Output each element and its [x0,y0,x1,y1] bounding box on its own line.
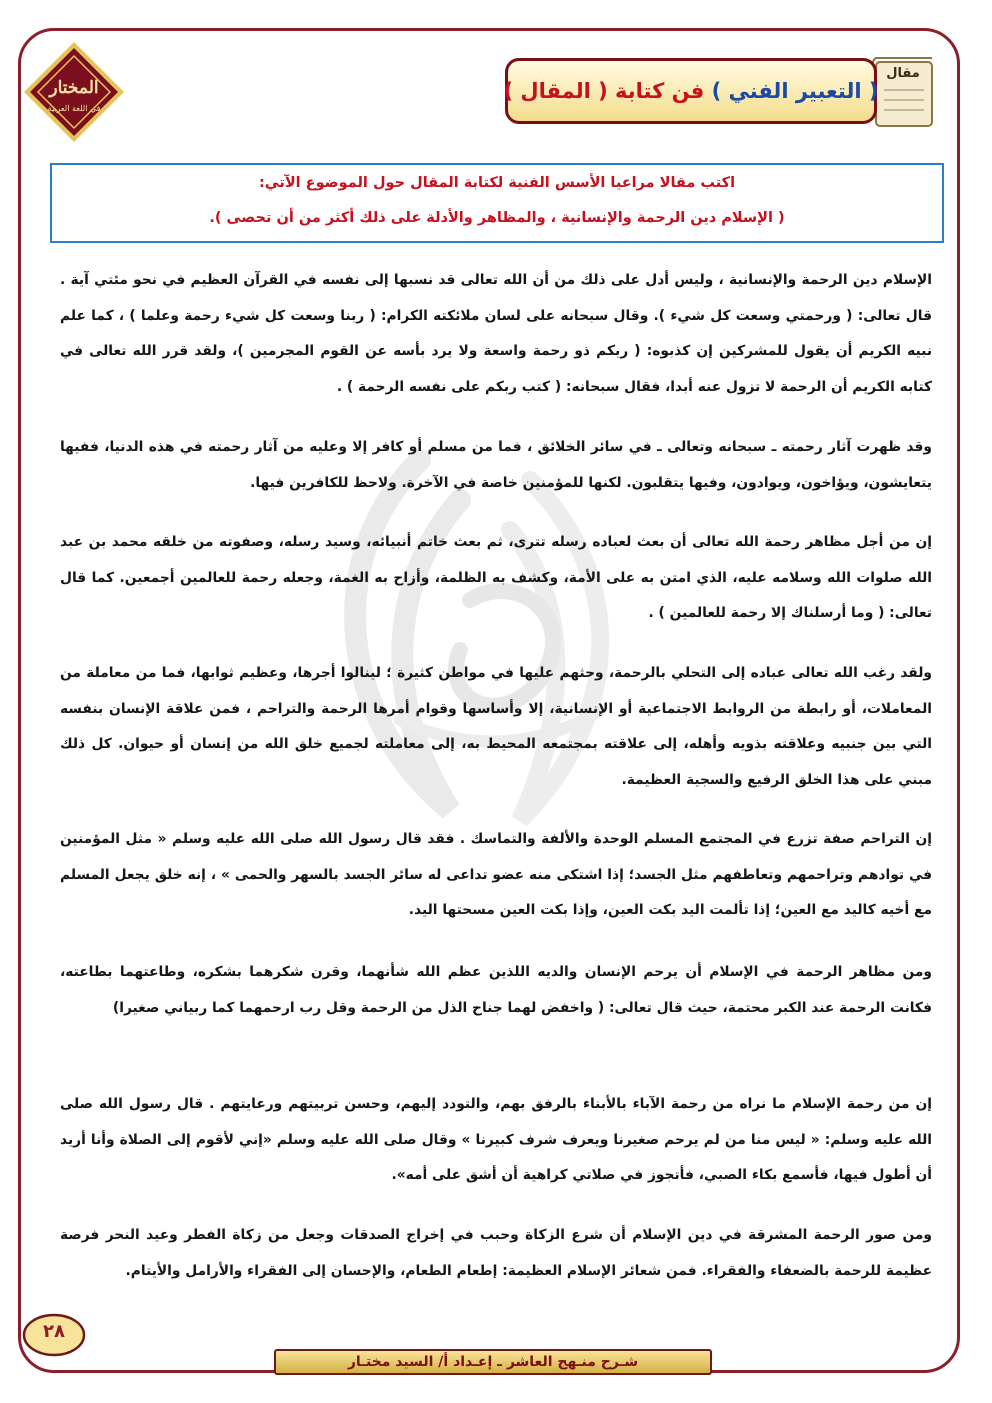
article-paragraph-1: الإسلام دين الرحمة والإنسانية ، وليس أدل على ذلك من أن الله تعالى قد نسبها إلى نفسه في القرآن العظيم في نحو مئتي آية . قال تعالى: ( ورحمتي وسعت كل شيء ). وقال سبحانه على لسان ملائكته الكرام: ( ربنا وسعت كل شيء رحمة وعلما ) ، كما علم نبيه الكريم أن يقول للمشركين إن كذبوه: ( ربكم ذو رحمة واسعة ولا يرد بأسه عن القوم المجرمين )، ولقد قرر الله تعالى في كتابه الكريم أن الرحمة لا تزول عنه أبدا، فقال سبحانه: ( كتب ربكم على نفسه الرحمة ) . [60,272,932,395]
brand-logo [22,40,126,144]
task-instruction: اكتب مقالا مراعيا الأسس الفنية لكتابة المقال حول الموضوع الآتي: [258,175,736,191]
task-box [50,163,944,243]
title-part-1: ( التعبير الفني ) [711,79,879,103]
title-part-2: فن كتابة ( المقال ) [503,79,705,103]
article-paragraph-3: إن من أجل مظاهر رحمة الله تعالى أن بعث لعباده رسله تترى، ثم بعث خاتم أنبيائه، وسيد رسله، وصفوته من خلقه محمد بن عبد الله صلوات الله وسلامه عليه، الذي امتن به على الأمة، وكشف به الظلمة، وأزاح به الغمة، وجعله رحمة للعالمين أجمعين. كما قال تعالى: ( وما أرسلناك إلا رحمة للعالمين ) . [60,534,932,621]
article-paragraph-2: وقد ظهرت آثار رحمته ـ سبحانه وتعالى ـ في سائر الخلائق ، فما من مسلم أو كافر إلا وعليه من آثار رحمته في هذه الدنيا، ففيها يتعايشون، ويؤاخون، ويوادون، وفيها يتقلبون. لكنها للمؤمنين خاصة في الآخرة. ولاحظ للكافرين فيها. [60,439,932,491]
logo-subtitle: في اللغة العربية [47,104,101,113]
page-title [504,79,879,103]
scroll-label: مقال [886,66,920,81]
article-paragraph-6: ومن مظاهر الرحمة في الإسلام أن يرحم الإنسان والديه اللذين عظم الله شأنهما، وقرن شكرهما بشكره، وطاعتهما بطاعته، فكانت الرحمة عند الكبر محتمة، حيث قال تعالى: ( واخفض لهما جناح الذل من الرحمة وقل رب ارحمهما كما ربياني صغيرا) [60,964,932,1016]
title-banner [505,58,877,124]
logo-title: المختار [49,78,99,98]
article-paragraph-7: إن من رحمة الإسلام ما نراه من رحمة الآباء بالأبناء بالرفق بهم، والتودد إليهم، وحسن تربيتهم ورعايتهم . قال رسول الله صلى الله عليه وسلم: « ليس منا من لم يرحم صغيرنا ويعرف شرف كبيرنا » وقال صلى الله عليه وسلم «إني لأقوم إلى الصلاة وأنا أريد أن أطول فيها، فأسمع بكاء الصبي، فأتجوز في صلاتي كراهية أن أشق على أمه». [60,1096,932,1183]
task-topic: ( الإسلام دين الرحمة والإنسانية ، والمظاهر والأدلة على ذلك أكثر من أن تحصى ). [209,210,785,226]
page-number: ٢٨ [43,1321,65,1342]
article-paragraph-4: ولقد رغب الله تعالى عباده إلى التحلي بالرحمة، وحثهم عليها في مواطن كثيرة ؛ لينالوا أجرها، وعظيم ثوابها، فما من معاملة من المعاملات، أو رابطة من الروابط الاجتماعية أو الإنسانية، إلا وأساسها وقوام أمرها الرحمة والتراحم ، فمن علاقة الإنسان بنفسه التي بين جنبيه وعلاقته بذويه وأهله، إلى علاقته بمجتمعه المحيط به، إلى معاملته لجميع خلق الله من إنسان أو حيوان. كل ذلك مبني على هذا الخلق الرفيع والسجية العظيمة. [60,665,932,788]
article-paragraph-5: إن التراحم صفة تزرع في المجتمع المسلم الوحدة والألفة والتماسك . فقد قال رسول الله صلى الله عليه وسلم « مثل المؤمنين في توادهم وتراحمهم وتعاطفهم مثل الجسد؛ إذا اشتكى منه عضو تداعى له سائر الجسد بالسهر والحمى » ، إنه خلق يجعل المسلم مع أخيه كاليد مع العين؛ إذا تألمت اليد بكت العين، وإذا بكت العين مسحتها اليد. [60,831,932,918]
article-paragraph-8: ومن صور الرحمة المشرقة في دين الإسلام أن شرع الزكاة وحبب في إخراج الصدقات وجعل من زكاة الفطر وعيد النحر فرصة عظيمة للرحمة بالضعفاء والفقراء. فمن شعائر الإسلام العظيمة: إطعام الطعام، والإحسان إلى الفقراء والأرامل والأيتام. [60,1227,932,1279]
footer-credit: شـرح منـهج العاشر ـ إعـداد أ/ السيد مختـار [274,1349,712,1375]
